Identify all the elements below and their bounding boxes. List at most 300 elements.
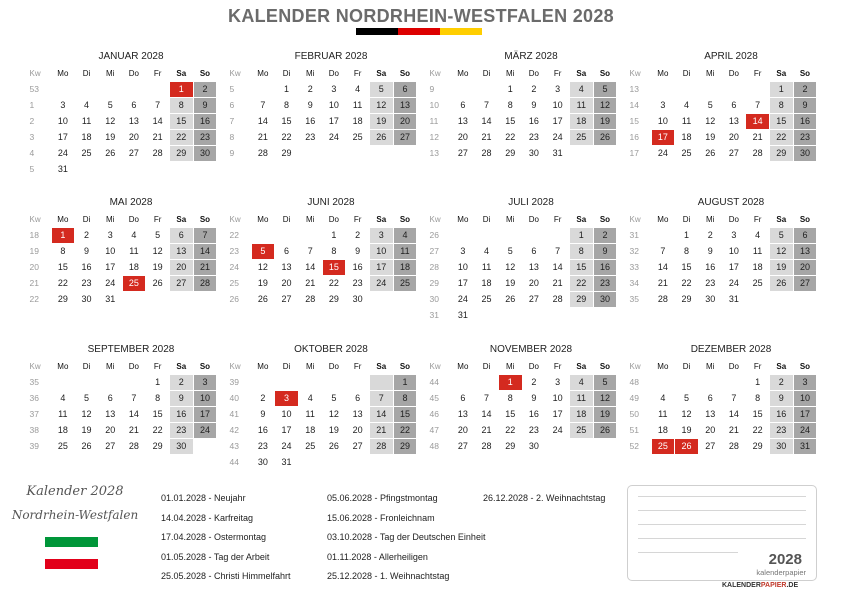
- week-number: 19: [29, 246, 39, 256]
- notes-label: kalenderpapier: [756, 568, 806, 577]
- day-cell: 22: [281, 132, 292, 142]
- day-cell: 14: [481, 409, 492, 419]
- day-cell: 28: [752, 148, 763, 158]
- empty-cell: [523, 228, 546, 243]
- week-number: 26: [229, 294, 239, 304]
- day-cell: 24: [457, 294, 468, 304]
- day-cell: 13: [728, 116, 739, 126]
- day-cell: 20: [170, 260, 193, 275]
- week-number: 25: [229, 278, 239, 288]
- empty-cell: [170, 292, 193, 307]
- holiday-item: 15.06.2028 - Fronleichnam: [327, 512, 435, 523]
- day-cell: 8: [155, 393, 161, 403]
- day-cell: 15: [570, 260, 593, 275]
- day-cell: 2: [194, 82, 217, 97]
- weekday-header: Di: [482, 215, 491, 224]
- weekday-header: Mi: [105, 362, 115, 371]
- day-cell: 14: [746, 114, 769, 129]
- day-cell: 14: [194, 244, 217, 259]
- empty-cell: [594, 308, 617, 323]
- month-name: FEBRUAR 2028: [294, 51, 368, 62]
- weekday-header: Di: [482, 362, 491, 371]
- day-cell: 18: [128, 262, 139, 272]
- day-cell: 19: [152, 262, 163, 272]
- note-line: [638, 538, 806, 539]
- week-number: 49: [629, 393, 639, 403]
- week-number: 22: [29, 294, 39, 304]
- day-cell: 13: [457, 409, 468, 419]
- day-cell: 11: [481, 262, 492, 272]
- side-caption-line1: Kalender 2028: [26, 484, 124, 499]
- day-cell: 23: [305, 132, 316, 142]
- week-number: 14: [629, 100, 639, 110]
- day-cell: 9: [770, 391, 793, 406]
- empty-cell: [252, 82, 275, 97]
- weekday-header: Do: [328, 69, 340, 78]
- weekday-header: Di: [82, 69, 91, 78]
- month-grid: [627, 359, 823, 455]
- empty-cell: [475, 308, 498, 323]
- day-cell: 16: [352, 262, 363, 272]
- day-cell: 1: [755, 377, 761, 387]
- week-number: 36: [29, 393, 39, 403]
- month-grid: [627, 66, 823, 162]
- day-cell: 30: [257, 457, 268, 467]
- weekday-header: Mi: [105, 215, 115, 224]
- empty-cell: [194, 439, 217, 454]
- nrw-flag-red-stripe: [45, 559, 98, 569]
- month-grid: [27, 66, 223, 178]
- day-cell: 11: [681, 116, 692, 126]
- day-cell: 24: [328, 132, 339, 142]
- week-number: 39: [29, 441, 39, 451]
- day-cell: 24: [194, 423, 217, 438]
- month-grid: [27, 359, 223, 455]
- empty-cell: [594, 146, 617, 161]
- empty-cell: [652, 82, 675, 97]
- week-number: 43: [229, 441, 239, 451]
- day-cell: 2: [355, 230, 361, 240]
- month-block: [627, 196, 823, 308]
- day-cell: 16: [794, 114, 817, 129]
- day-cell: 29: [57, 294, 68, 304]
- day-cell: 4: [307, 393, 313, 403]
- day-cell: 21: [657, 278, 668, 288]
- empty-cell: [475, 228, 498, 243]
- empty-cell: [675, 375, 698, 390]
- weekday-header: Mo: [457, 69, 469, 78]
- weekday-header: So: [399, 362, 411, 371]
- day-cell: 12: [705, 116, 716, 126]
- day-cell: 12: [770, 244, 793, 259]
- day-cell: 5: [770, 228, 793, 243]
- day-cell: 24: [281, 441, 292, 451]
- day-cell: 27: [170, 276, 193, 291]
- nrw-flag-red: [45, 559, 98, 569]
- weekday-header: Mo: [457, 215, 469, 224]
- weekday-header: Do: [128, 69, 140, 78]
- weekday-header: Mi: [305, 362, 315, 371]
- week-number: 24: [229, 262, 239, 272]
- day-cell: 13: [528, 262, 539, 272]
- weekday-header: Di: [282, 69, 291, 78]
- day-cell: 27: [457, 441, 468, 451]
- kw-header: Kw: [629, 215, 641, 224]
- week-number: 44: [429, 377, 439, 387]
- weekday-header: Do: [728, 215, 740, 224]
- week-number: 23: [229, 246, 239, 256]
- weekday-header: Fr: [153, 69, 162, 78]
- week-number: 37: [29, 409, 39, 419]
- day-cell: 26: [328, 441, 339, 451]
- week-number: 15: [629, 116, 639, 126]
- day-cell: 20: [528, 278, 539, 288]
- day-cell: 11: [570, 391, 593, 406]
- day-cell: 13: [794, 244, 817, 259]
- day-cell: 9: [194, 98, 217, 113]
- week-number: 42: [229, 425, 239, 435]
- day-cell: 30: [705, 294, 716, 304]
- day-cell: 19: [257, 278, 268, 288]
- day-cell: 5: [684, 393, 690, 403]
- weekday-header: Sa: [576, 215, 587, 224]
- day-cell: 29: [281, 148, 292, 158]
- day-cell: 25: [123, 276, 146, 291]
- month-name: SEPTEMBER 2028: [87, 344, 175, 355]
- empty-cell: [723, 82, 746, 97]
- weekday-header: So: [799, 215, 811, 224]
- holiday-item: 25.12.2028 - 1. Weihnachtstag: [327, 571, 450, 581]
- day-cell: 21: [128, 425, 139, 435]
- holiday-item: 26.12.2028 - 2. Weihnachtstag: [483, 493, 606, 503]
- week-number: 35: [29, 377, 39, 387]
- day-cell: 14: [370, 407, 393, 422]
- empty-cell: [546, 308, 569, 323]
- day-cell: 3: [370, 228, 393, 243]
- day-cell: 7: [131, 393, 137, 403]
- week-number: 27: [429, 246, 439, 256]
- week-number: 2: [29, 116, 35, 126]
- holiday-item: 01.11.2028 - Allerheiligen: [327, 551, 428, 562]
- day-cell: 16: [594, 260, 617, 275]
- day-cell: 30: [794, 146, 817, 161]
- day-cell: 1: [284, 84, 290, 94]
- day-cell: 9: [531, 393, 537, 403]
- day-cell: 25: [394, 276, 417, 291]
- week-number: 13: [629, 84, 639, 94]
- day-cell: 12: [81, 409, 92, 419]
- weekday-header: Mi: [105, 69, 115, 78]
- empty-cell: [123, 162, 146, 177]
- empty-cell: [194, 292, 217, 307]
- day-cell: 23: [705, 278, 716, 288]
- day-cell: 28: [552, 294, 563, 304]
- day-cell: 21: [194, 260, 217, 275]
- day-cell: 6: [460, 100, 466, 110]
- day-cell: 10: [552, 100, 563, 110]
- weekday-header: Sa: [176, 362, 187, 371]
- day-cell: 15: [394, 407, 417, 422]
- empty-cell: [475, 82, 498, 97]
- week-number: 30: [429, 294, 439, 304]
- empty-cell: [570, 146, 593, 161]
- day-cell: 3: [555, 84, 561, 94]
- empty-cell: [570, 308, 593, 323]
- empty-cell: [299, 228, 322, 243]
- empty-cell: [75, 162, 98, 177]
- month-grid: [627, 212, 823, 308]
- day-cell: 7: [194, 228, 217, 243]
- day-cell: 6: [531, 246, 537, 256]
- day-cell: 2: [770, 375, 793, 390]
- day-cell: 17: [281, 425, 292, 435]
- empty-cell: [770, 292, 793, 307]
- day-cell: 26: [705, 148, 716, 158]
- empty-cell: [794, 292, 817, 307]
- day-cell: 24: [728, 278, 739, 288]
- day-cell: 28: [257, 148, 268, 158]
- day-cell: 7: [307, 246, 313, 256]
- week-number: 45: [429, 393, 439, 403]
- day-cell: 23: [528, 425, 539, 435]
- week-number: 38: [29, 425, 39, 435]
- day-cell: 23: [794, 130, 817, 145]
- week-number: 28: [429, 262, 439, 272]
- day-cell: 17: [328, 116, 339, 126]
- kw-header: Kw: [629, 362, 641, 371]
- day-cell: 27: [352, 441, 363, 451]
- day-cell: 1: [770, 82, 793, 97]
- day-cell: 20: [352, 425, 363, 435]
- day-cell: 2: [307, 84, 313, 94]
- day-cell: 23: [528, 132, 539, 142]
- day-cell: 20: [457, 425, 468, 435]
- empty-cell: [146, 162, 169, 177]
- kw-header: Kw: [29, 69, 41, 78]
- day-cell: 19: [681, 425, 692, 435]
- day-cell: 25: [681, 148, 692, 158]
- day-cell: 14: [657, 262, 668, 272]
- day-cell: 17: [552, 409, 563, 419]
- day-cell: 19: [705, 132, 716, 142]
- kw-header: Kw: [429, 69, 441, 78]
- day-cell: 5: [84, 393, 90, 403]
- day-cell: 27: [728, 148, 739, 158]
- weekday-header: Do: [528, 69, 540, 78]
- day-cell: 28: [370, 439, 393, 454]
- weekday-header: Sa: [376, 69, 387, 78]
- day-cell: 21: [305, 278, 316, 288]
- day-cell: 25: [570, 423, 593, 438]
- day-cell: 20: [457, 132, 468, 142]
- day-cell: 21: [152, 132, 163, 142]
- empty-cell: [475, 375, 498, 390]
- day-cell: 19: [81, 425, 92, 435]
- weekday-header: Do: [128, 215, 140, 224]
- day-cell: 22: [770, 130, 793, 145]
- day-cell: 25: [652, 439, 675, 454]
- day-cell: 21: [370, 423, 393, 438]
- empty-cell: [370, 292, 393, 307]
- week-number: 52: [629, 441, 639, 451]
- day-cell: 12: [594, 98, 617, 113]
- day-cell: 24: [552, 425, 563, 435]
- weekday-header: So: [799, 362, 811, 371]
- month-block: [27, 50, 223, 178]
- empty-cell: [370, 375, 393, 390]
- day-cell: 31: [794, 439, 817, 454]
- day-cell: 5: [331, 393, 337, 403]
- day-cell: 30: [770, 439, 793, 454]
- holiday-list-col1: [161, 492, 291, 590]
- day-cell: 9: [707, 246, 713, 256]
- day-cell: 10: [105, 246, 116, 256]
- day-cell: 13: [128, 116, 139, 126]
- weekday-header: Do: [128, 362, 140, 371]
- holiday-item: 14.04.2028 - Karfreitag: [161, 512, 254, 523]
- empty-cell: [75, 375, 98, 390]
- holiday-item: 25.05.2028 - Christi Himmelfahrt: [161, 571, 291, 581]
- day-cell: 17: [105, 262, 116, 272]
- german-flag-bar: [356, 28, 482, 35]
- day-cell: 28: [128, 441, 139, 451]
- day-cell: 15: [323, 260, 346, 275]
- day-cell: 11: [81, 116, 92, 126]
- brand-part3: .DE: [786, 582, 799, 589]
- empty-cell: [699, 82, 722, 97]
- week-number: 13: [429, 148, 439, 158]
- empty-cell: [394, 146, 417, 161]
- week-number: 44: [229, 457, 239, 467]
- month-name: NOVEMBER 2028: [489, 344, 573, 355]
- weekday-header: Sa: [376, 362, 387, 371]
- day-cell: 29: [752, 441, 763, 451]
- week-number: 50: [629, 409, 639, 419]
- day-cell: 13: [281, 262, 292, 272]
- day-cell: 12: [328, 409, 339, 419]
- empty-cell: [394, 455, 417, 470]
- note-line: [638, 510, 806, 511]
- empty-cell: [346, 146, 369, 161]
- month-block: [227, 196, 423, 308]
- flag-stripe-black: [356, 28, 398, 35]
- week-number: 40: [229, 393, 239, 403]
- kw-header: Kw: [229, 69, 241, 78]
- day-cell: 31: [57, 164, 68, 174]
- day-cell: 5: [155, 230, 161, 240]
- week-number: 10: [429, 100, 439, 110]
- empty-cell: [275, 228, 298, 243]
- weekday-header: Fr: [353, 215, 362, 224]
- day-cell: 3: [194, 375, 217, 390]
- weekday-header: Mo: [57, 362, 69, 371]
- weekday-header: Di: [682, 215, 691, 224]
- day-cell: 24: [657, 148, 668, 158]
- day-cell: 12: [681, 409, 692, 419]
- weekday-header: Mi: [705, 362, 715, 371]
- day-cell: 15: [752, 409, 763, 419]
- weekday-header: Mo: [57, 69, 69, 78]
- empty-cell: [570, 439, 593, 454]
- day-cell: 19: [328, 425, 339, 435]
- weekday-header: Di: [682, 69, 691, 78]
- day-cell: 7: [370, 391, 393, 406]
- empty-cell: [523, 308, 546, 323]
- day-cell: 27: [457, 148, 468, 158]
- day-cell: 15: [770, 114, 793, 129]
- empty-cell: [123, 82, 146, 97]
- day-cell: 15: [505, 116, 516, 126]
- day-cell: 24: [552, 132, 563, 142]
- day-cell: 7: [155, 100, 161, 110]
- weekday-header: Do: [728, 362, 740, 371]
- month-name: MÄRZ 2028: [504, 51, 558, 62]
- day-cell: 29: [770, 146, 793, 161]
- day-cell: 21: [481, 425, 492, 435]
- month-block: [627, 50, 823, 162]
- weekday-header: Sa: [776, 362, 787, 371]
- day-cell: 28: [152, 148, 163, 158]
- day-cell: 29: [394, 439, 417, 454]
- month-name: OKTOBER 2028: [294, 344, 368, 355]
- day-cell: 22: [394, 423, 417, 438]
- weekday-header: Sa: [576, 362, 587, 371]
- empty-cell: [323, 455, 346, 470]
- month-block: [227, 50, 423, 162]
- kw-header: Kw: [429, 362, 441, 371]
- day-cell: 17: [457, 278, 468, 288]
- day-cell: 9: [794, 98, 817, 113]
- day-cell: 3: [660, 100, 666, 110]
- day-cell: 5: [707, 100, 713, 110]
- day-cell: 18: [352, 116, 363, 126]
- day-cell: 14: [152, 116, 163, 126]
- day-cell: 4: [755, 230, 761, 240]
- day-cell: 25: [81, 148, 92, 158]
- day-cell: 31: [105, 294, 116, 304]
- month-block: [627, 343, 823, 455]
- day-cell: 4: [394, 228, 417, 243]
- day-cell: 23: [257, 441, 268, 451]
- empty-cell: [452, 228, 475, 243]
- empty-cell: [123, 292, 146, 307]
- day-cell: 13: [705, 409, 716, 419]
- kw-header: Kw: [29, 215, 41, 224]
- weekday-header: Fr: [553, 362, 562, 371]
- day-cell: 18: [570, 114, 593, 129]
- day-cell: 27: [281, 294, 292, 304]
- day-cell: 21: [257, 132, 268, 142]
- weekday-header: Di: [482, 69, 491, 78]
- day-cell: 23: [594, 276, 617, 291]
- month-name: AUGUST 2028: [697, 197, 765, 208]
- day-cell: 12: [105, 116, 116, 126]
- day-cell: 20: [728, 132, 739, 142]
- day-cell: 18: [81, 132, 92, 142]
- day-cell: 13: [352, 409, 363, 419]
- day-cell: 22: [152, 425, 163, 435]
- note-line: [638, 552, 738, 553]
- day-cell: 27: [105, 441, 116, 451]
- week-number: 1: [29, 100, 35, 110]
- day-cell: 15: [505, 409, 516, 419]
- day-cell: 25: [570, 130, 593, 145]
- kw-header: Kw: [629, 69, 641, 78]
- day-cell: 8: [770, 98, 793, 113]
- week-number: 8: [229, 132, 235, 142]
- day-cell: 24: [57, 148, 68, 158]
- week-number: 48: [629, 377, 639, 387]
